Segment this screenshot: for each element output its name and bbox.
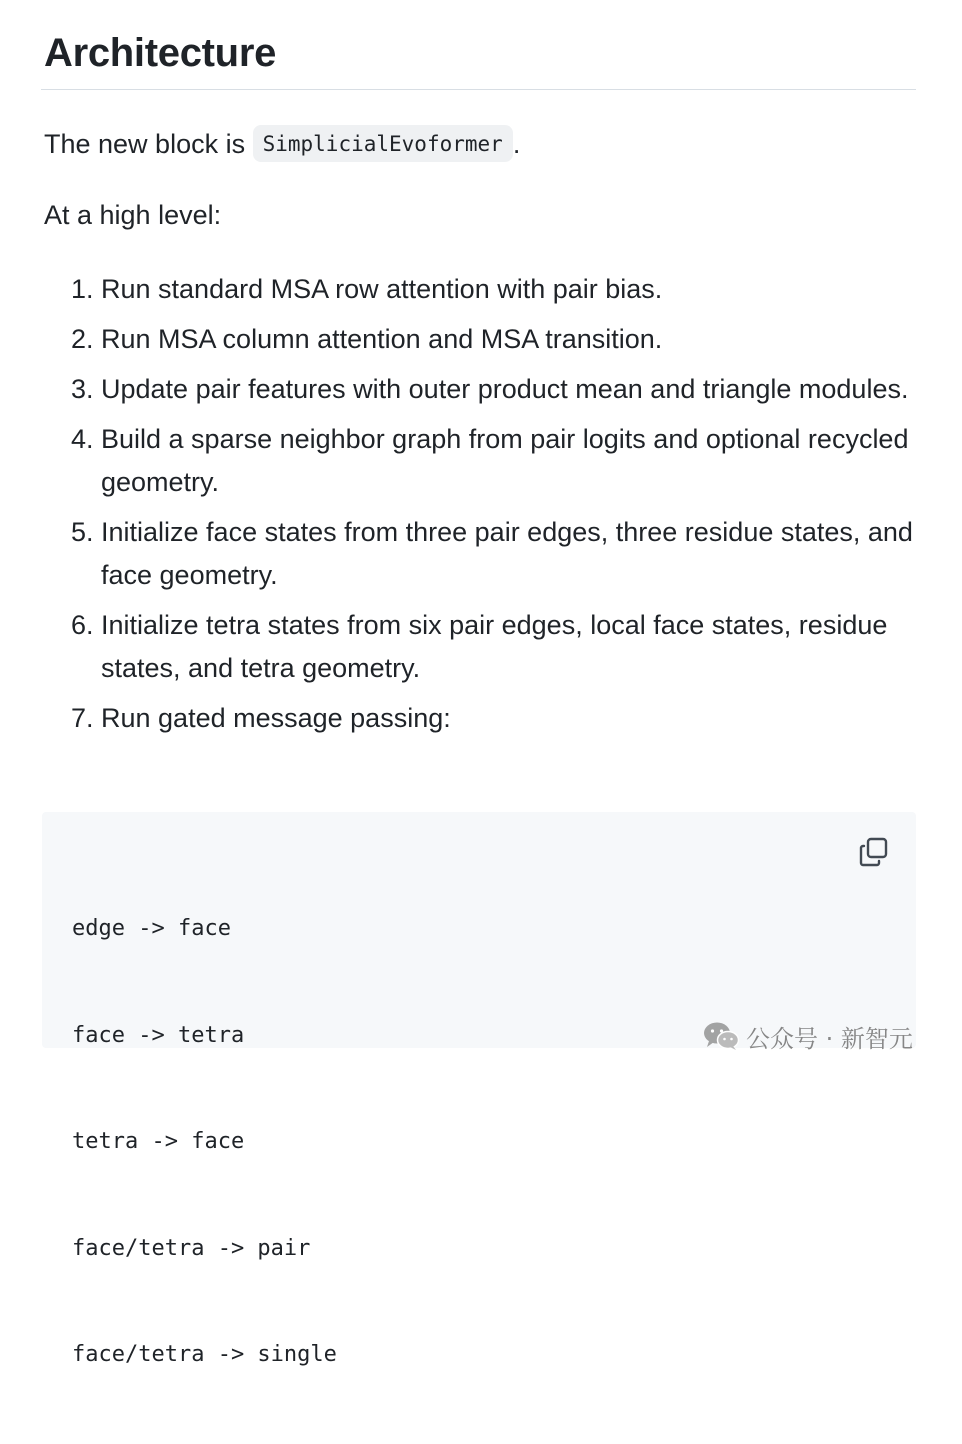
list-item (44, 697, 916, 740)
list-item-number: 3. (71, 374, 94, 404)
code-line: face/tetra -> single (72, 1342, 337, 1367)
list-item (44, 511, 916, 597)
list-item (44, 368, 916, 411)
section-heading: Architecture (44, 31, 277, 75)
code-line: tetra -> face (72, 1129, 245, 1154)
list-item-number: 6. (71, 610, 94, 640)
list-item-text: Update pair features with outer product mean and triangle modules. (101, 374, 909, 404)
wechat-icon (702, 1021, 740, 1051)
code-block (42, 812, 916, 1367)
list-item-number: 1. (71, 274, 94, 304)
list-item-text: Initialize face states from three pair edges, three residue states, and face geometry. (101, 517, 913, 590)
list-item-text: Initialize tetra states from six pair edges, local face states, residue states, and tetra geometry. (101, 610, 888, 683)
intro-prefix: The new block is (44, 129, 253, 159)
list-item-number: 4. (71, 424, 94, 454)
list-item-number: 7. (71, 703, 94, 733)
list-item-number: 2. (71, 324, 94, 354)
list-item (44, 604, 916, 690)
code-line: edge -> face (72, 916, 231, 941)
watermark-text: 公众号 · 新智元 (746, 1024, 913, 1053)
intro-paragraph (44, 125, 520, 162)
list-item (44, 268, 916, 311)
list-item (44, 418, 916, 504)
steps-list (44, 268, 916, 747)
code-lines (72, 840, 337, 1444)
list-item (44, 318, 916, 361)
copy-icon (858, 836, 890, 868)
list-item-number: 5. (71, 517, 94, 547)
intro-suffix: . (512, 129, 521, 159)
watermark (702, 1018, 913, 1054)
list-item-text: Run MSA column attention and MSA transition. (101, 324, 663, 354)
list-item-text: Run standard MSA row attention with pair bias. (101, 274, 663, 304)
list-item-text: Build a sparse neighbor graph from pair logits and optional recycled geometry. (101, 424, 909, 497)
code-line: face/tetra -> pair (72, 1235, 311, 1261)
heading-divider (41, 89, 916, 90)
copy-button[interactable] (858, 836, 890, 868)
high-level-paragraph: At a high level: (44, 200, 222, 230)
list-item-text: Run gated message passing: (101, 703, 451, 733)
code-line: face -> tetra (72, 1022, 245, 1048)
inline-code-block-name: SimplicialEvoformer (253, 125, 513, 162)
